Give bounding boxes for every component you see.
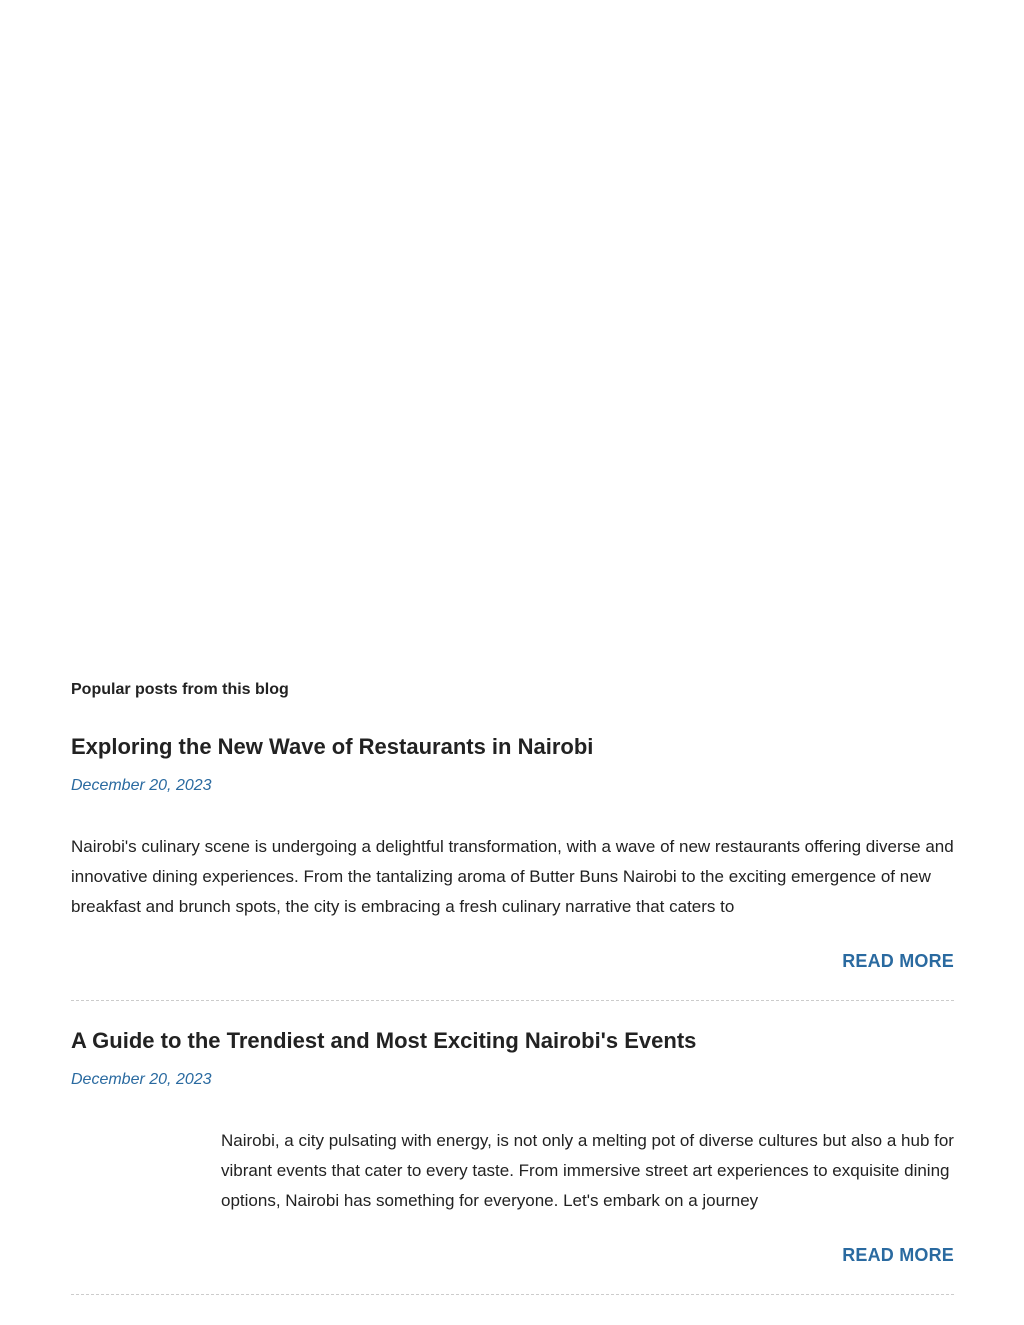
popular-post — [71, 733, 954, 1001]
post-title-link[interactable]: Exploring the New Wave of Restaurants in Nairobi — [71, 734, 594, 759]
popular-post — [71, 1027, 954, 1295]
post-date[interactable]: December 20, 2023 — [71, 777, 212, 794]
post-title-link[interactable]: A Guide to the Trendiest and Most Exciting Nairobi's Events — [71, 1028, 697, 1053]
post-snippet: Nairobi, a city pulsating with energy, is not only a melting pot of diverse cultures but also a hub for vibrant events that cater to every taste. From immersive street art experiences to exquisite dining options, Nairobi has something for everyone. Let's embark on a journey — [221, 1131, 954, 1210]
post-snippet: Nairobi's culinary scene is undergoing a delightful transformation, with a wave of new restaurants offering diverse and innovative dining experiences. From the tantalizing aroma of Butter Buns Nairobi to the exciting emergence of new breakfast and brunch spots, the city is embracing a fresh culinary narrative that caters to — [71, 837, 954, 916]
popular-posts-heading: Popular posts from this blog — [71, 681, 289, 698]
post-divider — [71, 1294, 954, 1295]
read-more-link[interactable]: READ MORE — [842, 1245, 954, 1265]
post-date[interactable]: December 20, 2023 — [71, 1071, 212, 1088]
read-more-link[interactable]: READ MORE — [842, 951, 954, 971]
post-divider — [71, 1000, 954, 1001]
